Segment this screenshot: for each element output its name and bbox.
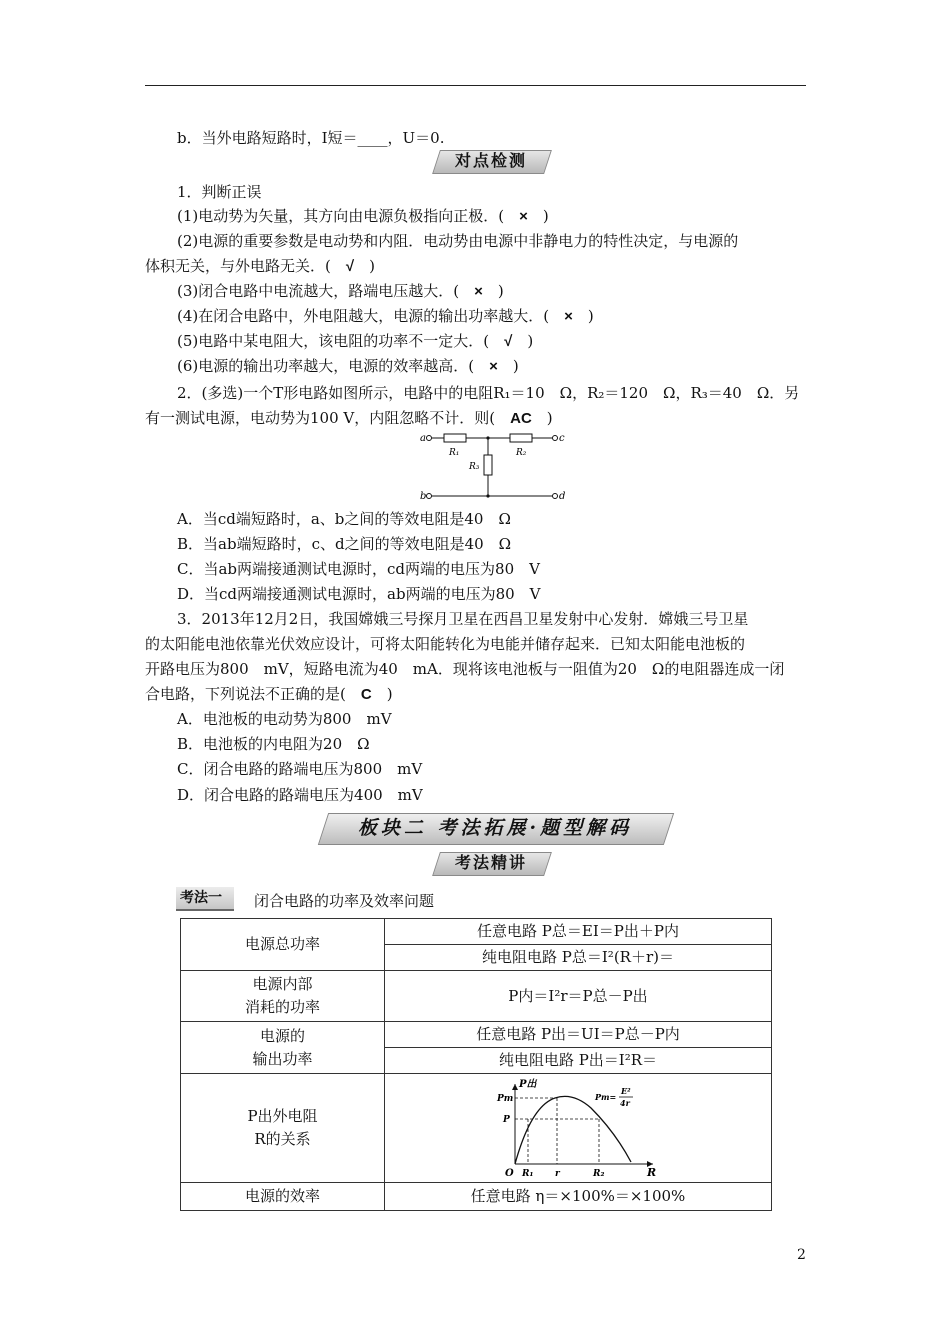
r2-label: R₂ [516,448,527,458]
graph-origin-label: O [505,1168,514,1179]
row-efficiency-label: 电源的效率 [181,1183,385,1211]
graph-pm-label: Pm [497,1094,514,1104]
row-efficiency-value: 任意电路 η＝×100%＝×100% [385,1183,772,1211]
formula-table [180,918,772,1211]
q3-stem-4: 合电路，下列说法不正确的是( C ) [145,685,393,703]
row-output-power-any: 任意电路 P出＝UI＝P总－P内 [385,1022,772,1048]
q2-stem-2: 有一测试电源，电动势为100 V，内阻忽略不计．则( AC ) [145,409,553,427]
row-total-power-any: 任意电路 P总＝EI＝P出＋P内 [385,919,772,945]
row-output-power-label: 电源的 输出功率 [181,1022,385,1074]
t-circuit-diagram [418,428,568,504]
row-total-power-label: 电源总功率 [181,919,385,971]
power-resistance-graph [493,1076,663,1180]
section2-sub-banner [436,852,546,874]
q2-stem-1: 2．(多选)一个T形电路如图所示，电路中的电阻R₁＝10 Ω，R₂＝120 Ω，R₃＝40 Ω．另 [177,384,800,402]
row-internal-power-label: 电源内部 消耗的功率 [181,971,385,1022]
q2-option-b: B．当ab端短路时，c、d之间的等效电阻是40 Ω [177,535,512,553]
graph-r1-label: R₁ [522,1169,534,1179]
q1-item-1: (1)电动势为矢量，其方向由电源负极指向正极．( × ) [177,207,549,225]
q1-item-4: (4)在闭合电路中，外电阻越大，电源的输出功率越大．( × ) [177,307,594,325]
terminal-d-label: d [559,491,566,502]
q1-item-2-cont: 体积无关，与外电路无关．( √ ) [145,257,375,275]
terminal-c-label: c [559,433,565,444]
q1-answer-6: × [489,358,498,375]
q2-option-a: A．当cd端短路时，a、b之间的等效电阻是40 Ω [177,510,511,528]
q1-item-2: (2)电源的重要参数是电动势和内阻．电动势由电源中非静电力的特性决定，与电源的 [177,232,739,250]
section-banner-practice [436,150,546,172]
q1-item-5: (5)电路中某电阻大，该电阻的功率不一定大．( √ ) [177,332,534,350]
graph-frac-den: 4r [620,1098,630,1108]
q1-answer-5: √ [504,333,513,350]
q2-answer: AC [510,410,532,427]
graph-y-label: P出 [519,1079,537,1090]
q3-stem-1: 3．2013年12月2日，我国嫦娥三号探月卫星在西昌卫星发射中心发射．嫦娥三号卫星 [177,610,749,628]
q1-answer-4: × [564,308,573,325]
q3-answer: C [360,686,372,703]
q3-option-c: C．闭合电路的路端电压为800 mV [177,760,423,778]
graph-p-label: P [503,1115,510,1125]
graph-r2-label: R₂ [593,1169,605,1179]
q1-stem: 1．判断正误 [177,183,262,201]
graph-frac-num: E² [621,1086,631,1096]
graph-pm-eq-label: Pm= [595,1092,617,1102]
intro-line: b．当外电路短路时，I短＝____，U＝0. [177,129,445,147]
q2-option-c: C．当ab两端接通测试电源时，cd两端的电压为80 V [177,560,540,578]
page-number: 2 [797,1247,806,1263]
row-graph-label: P出外电阻 R的关系 [181,1074,385,1183]
section2-subtitle: 考法精讲 [454,853,527,872]
section2-title: 板块二 考法拓展·题型解码 [357,817,633,839]
q3-option-a: A．电池板的电动势为800 mV [177,710,392,728]
method-title: 闭合电路的功率及效率问题 [254,892,435,910]
section-title: 对点检测 [454,151,527,170]
row-graph-cell [385,1074,772,1183]
method-tag: 考法一 [176,887,234,911]
header-rule [145,85,806,86]
q1-answer-3: × [474,283,483,300]
q1-item-6: (6)电源的输出功率越大，电源的效率越高．( × ) [177,357,519,375]
q2-option-d: D．当cd两端接通测试电源时，ab两端的电压为80 V [177,585,541,603]
graph-r-label: r [555,1169,560,1179]
section2-banner [323,813,667,843]
row-total-power-pure: 纯电阻电路 P总＝I²(R＋r)＝ [385,945,772,971]
row-internal-power-value: P内＝I²r＝P总－P出 [385,971,772,1022]
q3-option-d: D．闭合电路的路端电压为400 mV [177,786,423,804]
q1-item-3: (3)闭合电路中电流越大，路端电压越大．( × ) [177,282,504,300]
terminal-a-label: a [420,433,426,444]
r1-label: R₁ [449,448,460,458]
q1-answer-2: √ [345,258,355,275]
q3-stem-3: 开路电压为800 mV，短路电流为40 mA．现将该电池板与一阻值为20 Ω的电阻器连成一闭 [145,660,785,678]
r3-label: R₃ [469,462,480,472]
graph-x-label: R [647,1166,657,1179]
row-output-power-pure: 纯电阻电路 P出＝I²R＝ [385,1048,772,1074]
terminal-b-label: b [420,491,427,502]
q3-option-b: B．电池板的内电阻为20 Ω [177,735,370,753]
q3-stem-2: 的太阳能电池依靠光伏效应设计，可将太阳能转化为电能并储存起来．已知太阳能电池板的 [145,635,746,653]
q1-answer-1: × [519,208,528,225]
